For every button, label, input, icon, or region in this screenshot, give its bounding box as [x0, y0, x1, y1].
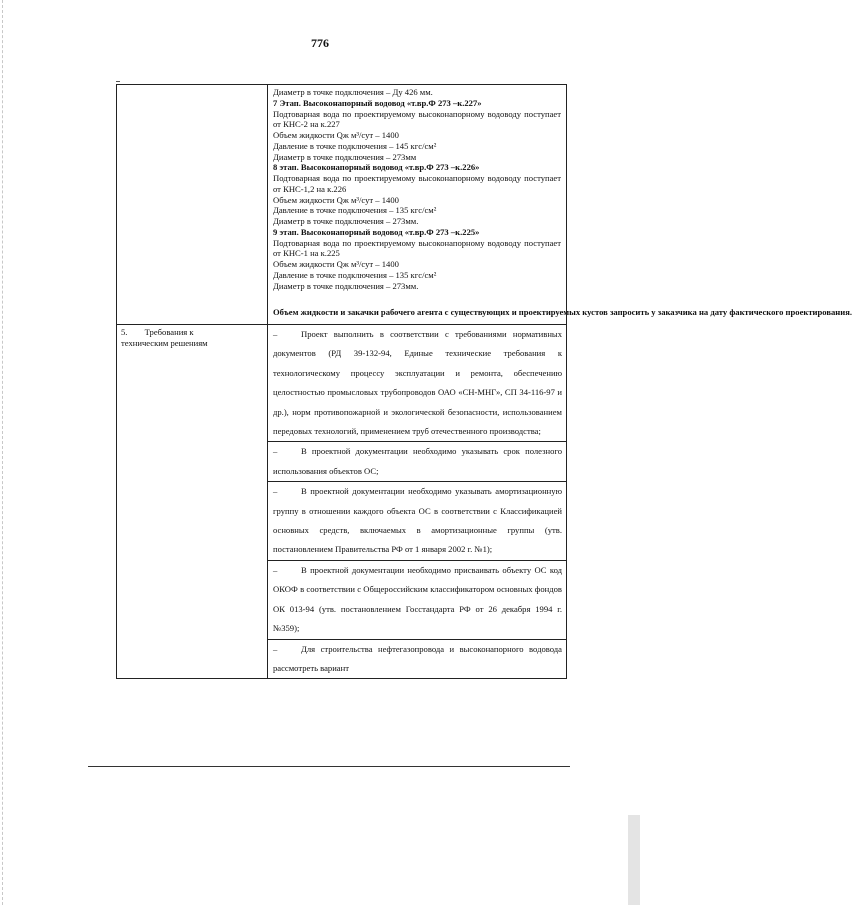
stage-line: Давление в точке подключения – 145 кгс/см² [273, 140, 437, 151]
stage-line: Подтоварная вода по проектируемому высоконапорному водоводу поступает от КНС-2 на к.227 [273, 108, 561, 130]
empty-label-cell [117, 85, 268, 325]
requirements-cell [268, 325, 567, 679]
stage-line: Объем жидкости Qж м³/сут – 1400 [273, 259, 399, 269]
row-label-line1 [121, 327, 263, 338]
dash-marker: – [273, 564, 278, 575]
page-number: 776 [311, 36, 329, 50]
right-edge-tab [628, 815, 640, 905]
requirement-paragraph [268, 325, 566, 442]
row-label-text1: Требования к [144, 327, 194, 337]
stages-cell [268, 85, 852, 325]
row-label-line2: техническим решениям [121, 337, 208, 348]
stage-line: Объем жидкости Qж м³/сут – 1400 [273, 194, 399, 205]
corner-mark [116, 81, 120, 82]
requirement-text: Для строительства нефтегазопровода и высоконапорного водовода рассмотреть вариант [273, 643, 562, 673]
stage-heading: 9 этап. Высоконапорный водовод «т.вр.Ф 273 –к.225» [273, 226, 480, 237]
stage-lines [273, 87, 561, 291]
stage-line: Диаметр в точке подключения – 273мм. [273, 280, 419, 291]
table-row-technical-requirements [117, 325, 567, 679]
requirement-paragraph [268, 561, 566, 640]
stage-line: Диаметр в точке подключения – 273мм [273, 151, 417, 162]
requirement-paragraph [268, 640, 566, 679]
requirement-paragraphs [273, 325, 562, 678]
requirement-text: В проектной документации необходимо указывать амортизационную группу в отношении каждого объекта ОС в соответствии с Классификацией основных средств, включаемых в амортизационные группы (утв. постановлением Правительства РФ от 1 января 2002 г. №1); [273, 486, 562, 555]
row-number: 5. [121, 327, 128, 337]
table-row-pipeline-stages [117, 85, 567, 325]
scan-edge-line [2, 0, 4, 905]
dash-marker: – [273, 486, 278, 497]
stage-heading: 8 этап. Высоконапорный водовод «т.вр.Ф 273 –к.226» [273, 162, 480, 173]
stage-line: Подтоварная вода по проектируемому высоконапорному водоводу поступает от КНС-1 на к.225 [273, 237, 561, 259]
stage-line: Диаметр в точке подключения – Ду 426 мм. [273, 87, 433, 97]
requirement-text: В проектной документации необходимо указывать срок полезного использования объектов ОС; [273, 446, 562, 476]
spacer [273, 291, 561, 307]
stage-line: Подтоварная вода по проектируемому высоконапорному водоводу поступает от КНС-1,2 на к.226 [273, 173, 561, 194]
requirement-text: Проект выполнить в соответствии с требованиями нормативных документов (РД 39-132-94, Единые технические требования к технологическому процессу эксплуатации и ремонта, обеспечению целостностью промысловых трубопроводов ОАО «СН-МНГ», СП 34-116-97 и др.), норм противопожарной и экологической безопасности, использованием передовых технологий, применением труб отечественного производства; [273, 329, 562, 437]
stage-line: Давление в точке подключения – 135 кгс/см² [273, 205, 437, 216]
requirements-table [116, 84, 852, 679]
bottom-rule [88, 766, 570, 767]
requirement-paragraph [268, 442, 566, 482]
requirement-text: В проектной документации необходимо присваивать объекту ОС код ОКОФ в соответствии с Общероссийским классификатором основных фондов ОК 013-94 (утв. постановлением Госстандарта РФ от 26 декабря 1994 г. №359); [273, 564, 562, 634]
stage-heading: 7 Этап. Высоконапорный водовод «т.вр.Ф 273 –к.227» [273, 97, 482, 108]
row-label-cell [117, 325, 268, 679]
stages-note: Объем жидкости и закачки рабочего агента с существующих и проектируемых кустов запросить у заказчика на дату фактического проектирования. [273, 307, 852, 318]
dash-marker: – [273, 446, 278, 457]
stage-line: Объем жидкости Qж м³/сут – 1400 [273, 130, 399, 140]
requirement-paragraph [268, 482, 566, 561]
stage-line: Диаметр в точке подключения – 273мм. [273, 216, 419, 226]
dash-marker: – [273, 329, 278, 339]
stage-line: Давление в точке подключения – 135 кгс/см² [273, 269, 437, 280]
dash-marker: – [273, 643, 278, 654]
